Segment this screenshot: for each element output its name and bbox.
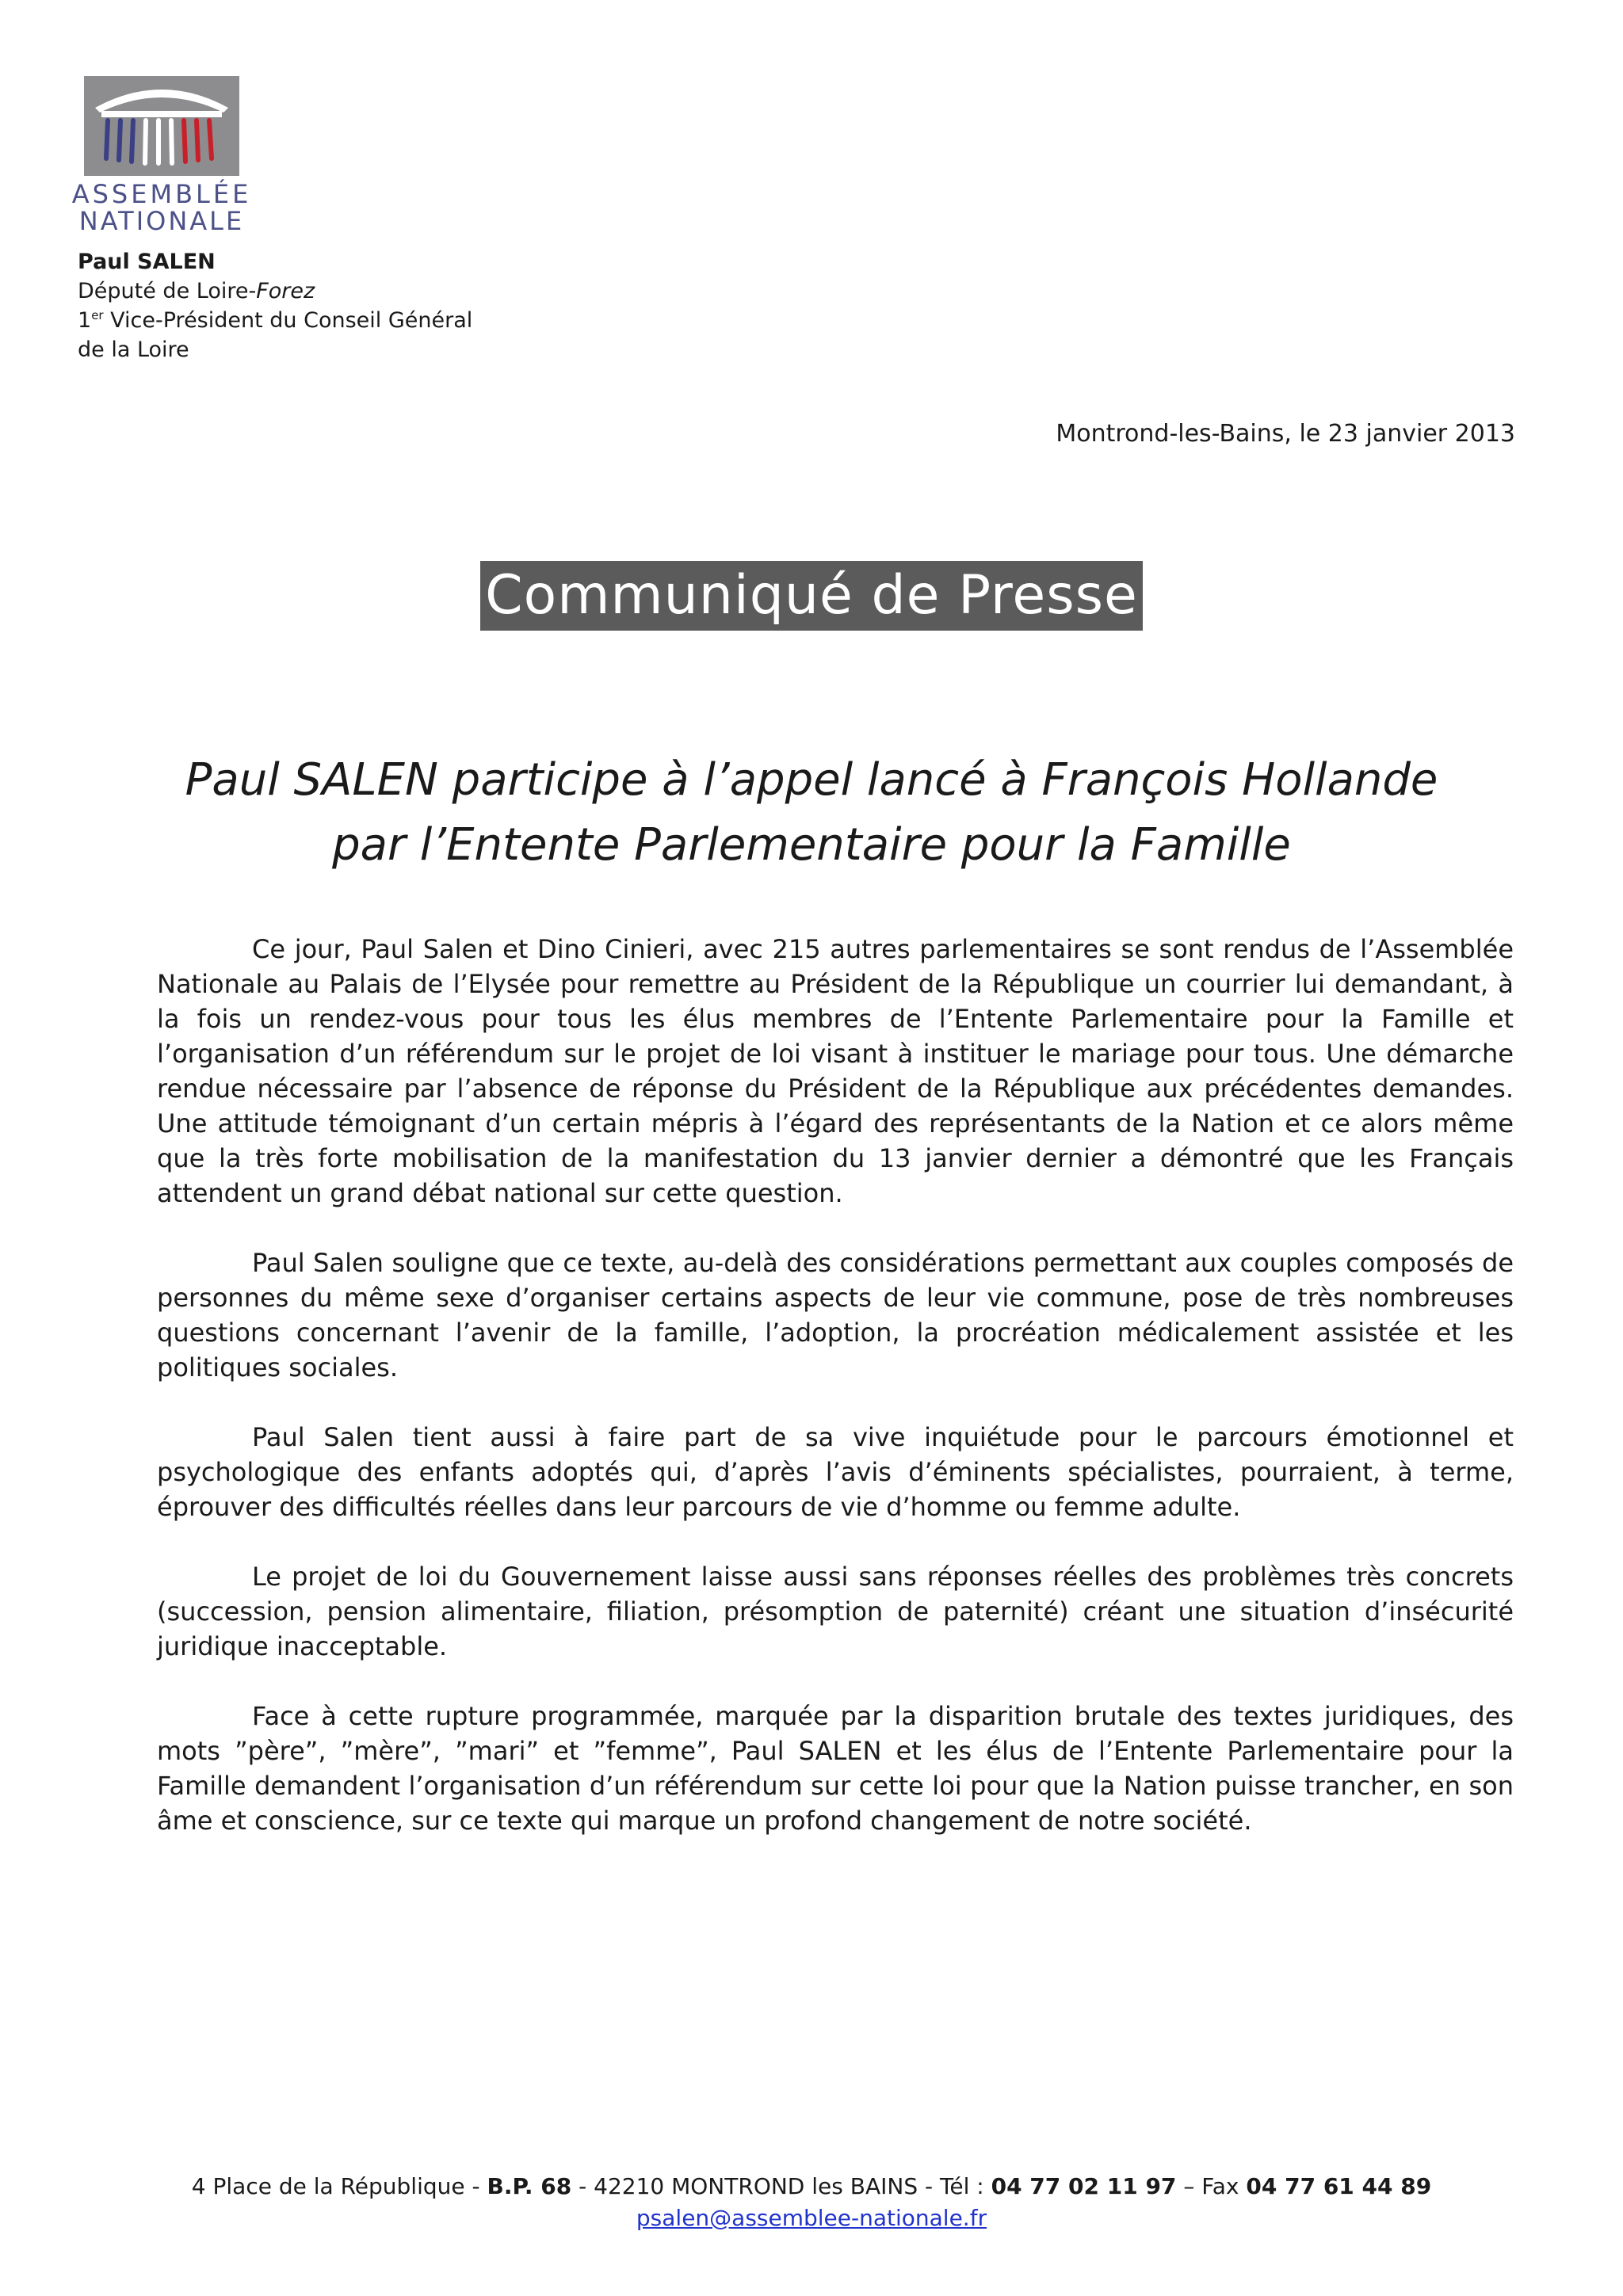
sender-role-line2: de la Loire: [78, 338, 189, 362]
sender-name: Paul SALEN: [78, 250, 216, 274]
headline: [0, 748, 1623, 878]
assemblee-nationale-logo: [68, 76, 250, 235]
paragraph-1: Ce jour, Paul Salen et Dino Cinieri, avec 215 autres parlementaires se sont rendus de l’Assemblée Nationale au Palais de l’Elysée pour remettre au Président de la République un courrier lui demandant, à la fois un rendez-vous pour tous les élus membres de l’Entente Parlementaire pour la Famille et l’organisation d’un référendum sur le projet de loi visant à instituer le mariage pour tous. Une démarche rendue nécessaire par l’absence de réponse du Président de la République aux précédentes demandes. Une attitude témoignant d’un certain mépris à l’égard des représentants de la Nation et ce alors même que la très forte mobilisation de la manifestation du 13 janvier dernier a démontré que les Français attendent un grand débat national sur cette question.: [157, 934, 1514, 1208]
footer-tel: 04 77 02 11 97: [991, 2173, 1177, 2199]
footer-address-2: - 42210 MONTROND les BAINS - Tél :: [571, 2173, 991, 2199]
hemicycle-emblem-icon: [84, 76, 239, 176]
sender-role-number: 1: [78, 308, 92, 333]
footer: [0, 2171, 1623, 2234]
press-release-banner: Communiqué de Presse: [480, 561, 1143, 631]
paragraph-4: Le projet de loi du Gouvernement laisse aussi sans réponses réelles des problèmes très concrets (succession, pension alimentaire, filiation, présomption de paternité) créant une situation d’insécurité juridique inacceptable.: [157, 1562, 1514, 1661]
logo-text-line1: ASSEMBLÉE: [71, 179, 252, 209]
banner-wrapper: [0, 561, 1623, 631]
footer-fax: 04 77 61 44 89: [1246, 2173, 1432, 2199]
footer-fax-label: – Fax: [1176, 2173, 1247, 2199]
headline-line2: par l’Entente Parlementaire pour la Famille: [332, 819, 1291, 871]
footer-bp: B.P. 68: [487, 2173, 572, 2199]
sender-role: [78, 306, 472, 335]
paragraph-5: Face à cette rupture programmée, marquée par la disparition brutale des textes juridiques, des mots ”père”, ”mère”, ”mari” et ”femme”, Paul SALEN et les élus de l’Entente Parlementaire pour la Famille demandent l’organisation d’un référendum sur cette loi pour que la Nation puisse trancher, en son âme et conscience, sur ce texte qui marque un profond changement de notre société.: [157, 1701, 1514, 1836]
sender-title-prefix: Député de Loire-: [78, 279, 257, 303]
sender-title-italic: Forez: [256, 279, 315, 303]
paragraph-2: Paul Salen souligne que ce texte, au-delà des considérations permettant aux couples composés de personnes du même sexe d’organiser certains aspects de leur vie commune, pose de très nombreuses questions concernant l’avenir de la famille, l’adoption, la procréation médicalement assistée et les politiques sociales.: [157, 1248, 1514, 1383]
body-text: [157, 932, 1514, 1873]
sender-block: [78, 247, 472, 364]
footer-email-link[interactable]: psalen@assemblee-nationale.fr: [636, 2205, 987, 2231]
sender-role-sup: er: [91, 308, 104, 322]
footer-address-1: 4 Place de la République -: [191, 2173, 487, 2199]
logo-text-line2: NATIONALE: [78, 206, 245, 236]
sender-title: [78, 277, 472, 306]
paragraph-3: Paul Salen tient aussi à faire part de sa vive inquiétude pour le parcours émotionnel et psychologique des enfants adoptés qui, d’après l’avis d’éminents spécialistes, pourraient, à terme, éprouver des difficultés réelles dans leur parcours de vie d’homme ou femme adulte.: [157, 1422, 1514, 1522]
footer-address: [0, 2171, 1623, 2203]
date-line: Montrond-les-Bains, le 23 janvier 2013: [1056, 420, 1515, 448]
headline-line1: Paul SALEN participe à l’appel lancé à François Hollande: [185, 754, 1438, 806]
sender-role-rest: Vice-Président du Conseil Général: [103, 308, 473, 333]
